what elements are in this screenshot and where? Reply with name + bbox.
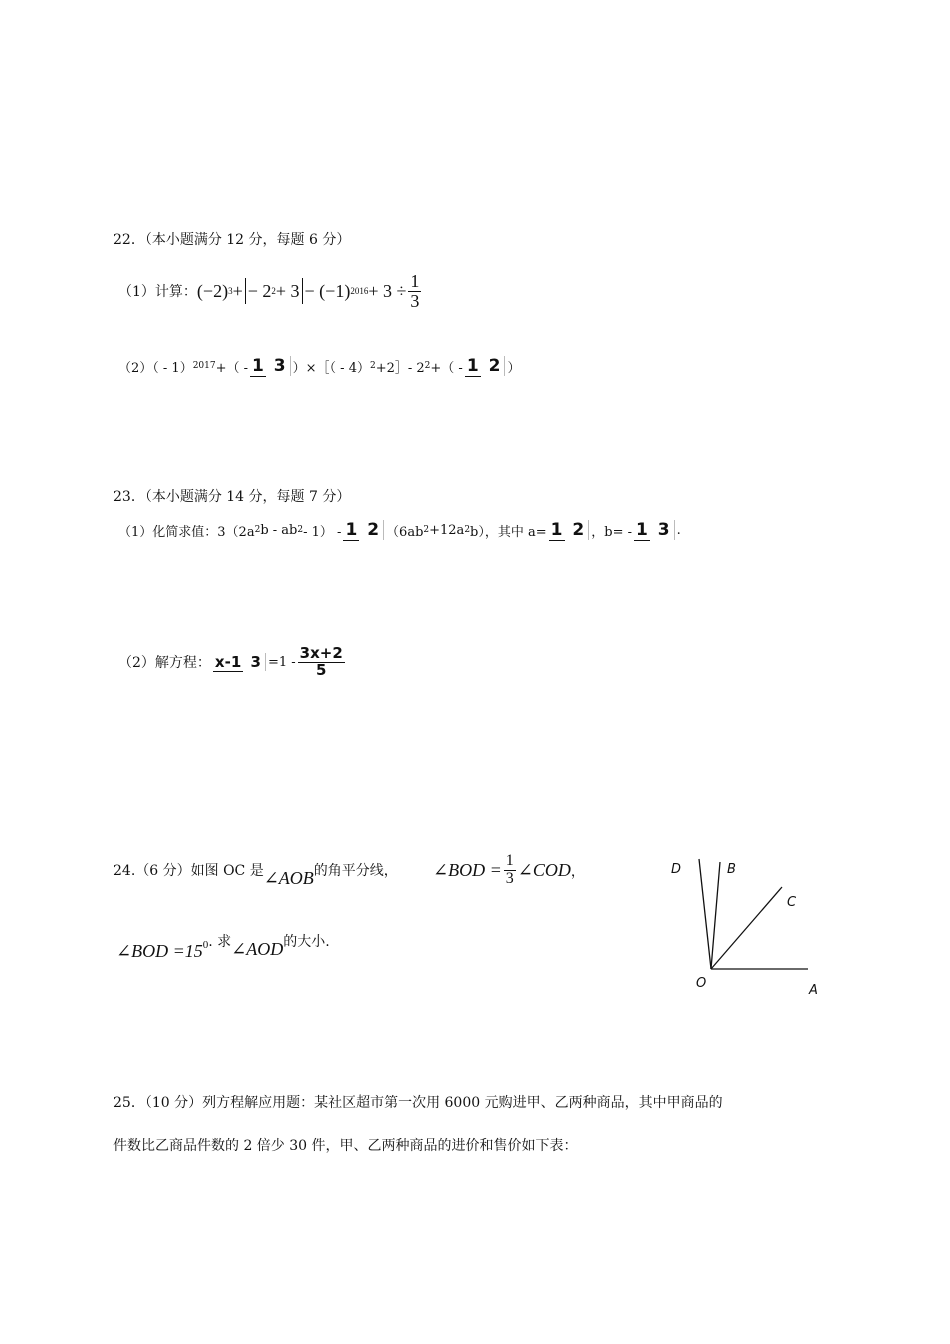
numerator: 3x+2 bbox=[299, 644, 343, 662]
numerator: 1 bbox=[636, 520, 648, 540]
expr-op: + bbox=[232, 280, 243, 301]
denominator: 5 bbox=[315, 660, 327, 679]
expr-term: − (−1) bbox=[304, 280, 351, 301]
denominator: 2 bbox=[488, 356, 501, 376]
q24-given: ∠BOD =15 bbox=[116, 941, 203, 961]
q24-text: 的角平分线， bbox=[313, 863, 398, 879]
denominator: 3 bbox=[410, 290, 420, 311]
expr-term: + 3 ÷ bbox=[368, 280, 407, 301]
q22-header: 22．（本小题满分 12 分，每题 6 分） bbox=[113, 232, 351, 248]
denominator: 3 bbox=[505, 869, 514, 887]
q23-part2 bbox=[118, 646, 347, 679]
denominator: 3 bbox=[657, 520, 670, 540]
expr-term: − 2 bbox=[247, 280, 272, 301]
abs-bar-right bbox=[302, 278, 303, 304]
fraction bbox=[549, 520, 590, 540]
fraction bbox=[343, 520, 384, 540]
numerator: 1 bbox=[505, 852, 514, 869]
exponent: 2 bbox=[423, 525, 430, 535]
equation-rhs: ∠COD bbox=[517, 859, 571, 880]
q24-text: 的大小. bbox=[283, 934, 330, 950]
exponent: 2 bbox=[297, 525, 304, 535]
denominator: 2 bbox=[572, 520, 585, 540]
exponent: 2 bbox=[464, 525, 471, 535]
q25-line2: 件数比乙商品件数的 2 倍少 30 件，甲、乙两种商品的进价和售价如下表： bbox=[113, 1138, 578, 1154]
q22-part2-label: （2）（ - 1） bbox=[118, 360, 193, 376]
exponent: 2 bbox=[424, 361, 431, 371]
ray-oc bbox=[711, 887, 782, 969]
q24-line2 bbox=[116, 929, 330, 962]
exponent: 2 bbox=[254, 525, 261, 535]
ray-od bbox=[699, 859, 711, 969]
fraction bbox=[408, 272, 421, 311]
q22-part1-expr bbox=[197, 272, 423, 311]
fraction bbox=[634, 520, 675, 540]
equation-lhs: ∠BOD = bbox=[433, 859, 502, 880]
denominator: 3 bbox=[273, 356, 286, 376]
expr-term: +12a bbox=[429, 522, 465, 538]
numerator: 1 bbox=[345, 520, 358, 540]
expr-term: (−2) bbox=[196, 280, 229, 301]
exponent: 2016 bbox=[350, 286, 369, 297]
q22-part1 bbox=[118, 272, 423, 311]
expr-term: - 1） - bbox=[303, 524, 342, 540]
fraction bbox=[298, 646, 345, 679]
expr-term: +2］- 2 bbox=[375, 360, 425, 376]
exponent: 2017 bbox=[192, 361, 216, 371]
degree-mark: 0 bbox=[202, 939, 209, 951]
q24-line1 bbox=[113, 860, 398, 889]
exponent: 2 bbox=[369, 361, 376, 371]
fraction bbox=[250, 356, 291, 376]
q24-equation bbox=[433, 853, 585, 888]
expr-term: + 3 bbox=[275, 280, 300, 301]
q23-part2-label: （2）解方程： bbox=[118, 655, 211, 672]
label-c: C bbox=[787, 895, 797, 910]
q22-part2 bbox=[118, 356, 520, 376]
expr-term: +（ - bbox=[215, 360, 249, 376]
fraction bbox=[213, 653, 266, 671]
ray-ob bbox=[711, 862, 720, 969]
expr-term: +（ - bbox=[430, 360, 463, 376]
expr-term: ，b= - bbox=[591, 524, 633, 540]
expr-term: （6ab bbox=[386, 524, 424, 540]
expr-term: =1 - bbox=[267, 654, 296, 670]
q22-part1-label: （1）计算： bbox=[118, 284, 197, 301]
expr-term: b - ab bbox=[260, 522, 298, 538]
expr-term: ） bbox=[507, 360, 521, 376]
label-o: O bbox=[696, 976, 707, 991]
abs-bar-left bbox=[245, 278, 246, 304]
denominator: 2 bbox=[367, 520, 380, 540]
q23-part1 bbox=[118, 520, 681, 540]
numerator: 1 bbox=[410, 271, 420, 291]
label-d: D bbox=[671, 862, 682, 877]
denominator: 3 bbox=[250, 653, 261, 672]
label-a: A bbox=[809, 983, 818, 998]
expr-term: ）×［（ - 4） bbox=[292, 360, 370, 376]
q23-header: 23．（本小题满分 14 分，每题 7 分） bbox=[113, 489, 351, 505]
q23-part1-label: （1）化简求值：3（2a bbox=[118, 524, 255, 540]
numerator: 1 bbox=[466, 356, 479, 376]
numerator: x-1 bbox=[214, 653, 242, 672]
punctuation: ， bbox=[570, 864, 585, 880]
label-b: B bbox=[727, 862, 736, 877]
fraction bbox=[465, 356, 506, 376]
angle-aob: ∠AOB bbox=[263, 868, 314, 888]
numerator: 1 bbox=[550, 520, 563, 540]
exponent: 3 bbox=[228, 286, 233, 297]
fraction bbox=[504, 853, 516, 888]
numerator: 1 bbox=[252, 356, 264, 376]
angle-aod: ∠AOD bbox=[231, 939, 284, 959]
expr-term: . bbox=[676, 522, 681, 538]
angle-figure bbox=[660, 855, 830, 1005]
q24-text: . 求 bbox=[208, 934, 232, 950]
expr-term: b），其中 a= bbox=[470, 524, 547, 540]
q25-line1: 25．（10 分）列方程解应用题：某社区超市第一次用 6000 元购进甲、乙两种商品，其中甲商品的 bbox=[113, 1095, 723, 1111]
exponent: 2 bbox=[271, 286, 276, 297]
q24-text: 24.（6 分）如图 OC 是 bbox=[113, 863, 264, 879]
